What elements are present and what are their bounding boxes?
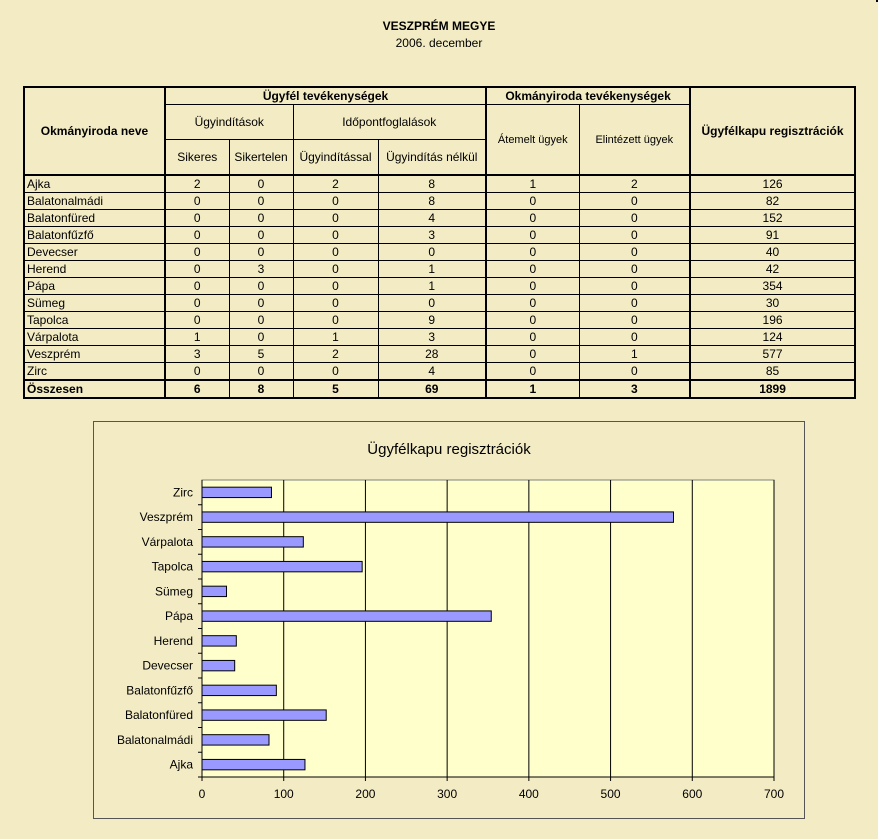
bar: [202, 537, 303, 547]
row-name: Zirc: [24, 363, 165, 381]
cell-successful: 0: [165, 193, 229, 210]
table-row: [24, 278, 855, 295]
chart-container: [93, 421, 805, 819]
cell-successful: 0: [165, 312, 229, 329]
cell-unsuccessful: 0: [229, 175, 293, 193]
bar: [202, 561, 362, 571]
table-row: [24, 363, 855, 381]
header-successful: Sikeres: [165, 140, 229, 176]
bar: [202, 710, 326, 720]
table-row: [24, 244, 855, 261]
cell-without-case-start: 4: [378, 363, 486, 381]
cell-without-case-start: 3: [378, 227, 486, 244]
total-row: [24, 380, 855, 398]
cell-unsuccessful: 0: [229, 193, 293, 210]
row-name: Veszprém: [24, 346, 165, 363]
cell-registrations: 91: [690, 227, 855, 244]
row-name: Várpalota: [24, 329, 165, 346]
page-title: VESZPRÉM MEGYE: [382, 19, 496, 33]
cell-with-case-start: 0: [293, 278, 378, 295]
y-tick-label: Pápa: [164, 609, 193, 624]
cell-completed: 2: [579, 175, 690, 193]
cell-transferred: 0: [486, 329, 579, 346]
cell-with-case-start: 2: [293, 175, 378, 193]
x-tick-label: 400: [518, 787, 539, 801]
cell-registrations: 82: [690, 193, 855, 210]
row-name: Tapolca: [24, 312, 165, 329]
cell-successful: 0: [165, 363, 229, 381]
cell-with-case-start: 0: [293, 210, 378, 227]
header-office-name: Okmányiroda neve: [24, 87, 165, 175]
cell-completed: 1: [579, 346, 690, 363]
total-label: Összesen: [24, 380, 165, 398]
y-tick-label: Tapolca: [151, 559, 193, 574]
table-row: [24, 295, 855, 312]
table-row: [24, 227, 855, 244]
cell-registrations: 42: [690, 261, 855, 278]
bar: [202, 735, 269, 745]
bar: [202, 611, 491, 621]
cell-without-case-start: 3: [378, 329, 486, 346]
cell-successful: 0: [165, 210, 229, 227]
cell-registrations: 577: [690, 346, 855, 363]
cell-with-case-start: 0: [293, 312, 378, 329]
cell-transferred: 0: [486, 210, 579, 227]
y-tick-label: Sümeg: [154, 584, 193, 599]
cell-registrations: 40: [690, 244, 855, 261]
cell-with-case-start: 0: [293, 261, 378, 278]
total-completed: 3: [579, 380, 690, 398]
cell-with-case-start: 0: [293, 295, 378, 312]
y-tick-label: Zirc: [173, 485, 193, 500]
y-tick-label: Balatonfüred: [124, 708, 193, 723]
cell-registrations: 152: [690, 210, 855, 227]
cell-with-case-start: 2: [293, 346, 378, 363]
cell-without-case-start: 4: [378, 210, 486, 227]
cell-without-case-start: 28: [378, 346, 486, 363]
total-successful: 6: [165, 380, 229, 398]
table-row: [24, 312, 855, 329]
bar: [202, 586, 227, 596]
cell-completed: 0: [579, 210, 690, 227]
cell-unsuccessful: 0: [229, 312, 293, 329]
header-with-case-start: Ügyindítással: [293, 140, 378, 176]
cell-registrations: 85: [690, 363, 855, 381]
cell-successful: 1: [165, 329, 229, 346]
header-group-office-activities: Okmányiroda tevékenységek: [486, 87, 690, 105]
row-name: Pápa: [24, 278, 165, 295]
cell-transferred: 0: [486, 261, 579, 278]
x-tick-label: 100: [273, 787, 294, 801]
bar-chart: [94, 422, 804, 818]
table-row: [24, 346, 855, 363]
row-name: Balatonalmádi: [24, 193, 165, 210]
row-name: Sümeg: [24, 295, 165, 312]
cell-without-case-start: 0: [378, 295, 486, 312]
cell-registrations: 196: [690, 312, 855, 329]
cell-transferred: 0: [486, 244, 579, 261]
table-row: [24, 329, 855, 346]
cell-with-case-start: 1: [293, 329, 378, 346]
y-tick-label: Várpalota: [141, 534, 193, 549]
cell-successful: 0: [165, 261, 229, 278]
cell-without-case-start: 8: [378, 193, 486, 210]
cell-transferred: 0: [486, 295, 579, 312]
cell-without-case-start: 9: [378, 312, 486, 329]
cell-transferred: 1: [486, 175, 579, 193]
x-tick-label: 300: [437, 787, 458, 801]
cell-unsuccessful: 0: [229, 227, 293, 244]
row-name: Devecser: [24, 244, 165, 261]
cell-completed: 0: [579, 295, 690, 312]
total-unsuccessful: 8: [229, 380, 293, 398]
cell-successful: 3: [165, 346, 229, 363]
table-row: [24, 193, 855, 210]
cell-unsuccessful: 0: [229, 278, 293, 295]
cell-successful: 2: [165, 175, 229, 193]
x-tick-label: 500: [600, 787, 621, 801]
statistics-table: [23, 86, 856, 399]
plot-area: [202, 480, 774, 777]
y-tick-label: Devecser: [142, 658, 193, 673]
cell-without-case-start: 1: [378, 278, 486, 295]
cell-transferred: 0: [486, 278, 579, 295]
cell-registrations: 124: [690, 329, 855, 346]
bar: [202, 636, 236, 646]
header-appointments: Időpontfoglalások: [293, 105, 486, 140]
cell-completed: 0: [579, 363, 690, 381]
cell-unsuccessful: 0: [229, 295, 293, 312]
row-name: Herend: [24, 261, 165, 278]
y-tick-label: Balatonalmádi: [116, 732, 193, 747]
cell-without-case-start: 0: [378, 244, 486, 261]
cell-registrations: 126: [690, 175, 855, 193]
total-transferred: 1: [486, 380, 579, 398]
cell-successful: 0: [165, 244, 229, 261]
cell-completed: 0: [579, 312, 690, 329]
table-row: [24, 210, 855, 227]
cell-transferred: 0: [486, 193, 579, 210]
row-name: Balatonfűzfő: [24, 227, 165, 244]
bar: [202, 660, 235, 670]
cell-transferred: 0: [486, 312, 579, 329]
cell-without-case-start: 8: [378, 175, 486, 193]
cell-without-case-start: 1: [378, 261, 486, 278]
total-without-case-start: 69: [378, 380, 486, 398]
y-tick-label: Ajka: [169, 757, 193, 772]
header-group-client-activities: Ügyfél tevékenységek: [165, 87, 486, 105]
cell-with-case-start: 0: [293, 227, 378, 244]
cell-completed: 0: [579, 244, 690, 261]
cell-completed: 0: [579, 227, 690, 244]
cell-transferred: 0: [486, 346, 579, 363]
header-without-case-start: Ügyindítás nélkül: [378, 140, 486, 176]
cell-completed: 0: [579, 193, 690, 210]
chart-title: Ügyfélkapu regisztrációk: [367, 441, 531, 458]
cell-successful: 0: [165, 227, 229, 244]
cell-unsuccessful: 0: [229, 244, 293, 261]
y-tick-label: Herend: [153, 633, 193, 648]
cell-successful: 0: [165, 278, 229, 295]
header-registrations: Ügyfélkapu regisztrációk: [690, 87, 855, 175]
cell-successful: 0: [165, 295, 229, 312]
cell-with-case-start: 0: [293, 193, 378, 210]
row-name: Ajka: [24, 175, 165, 193]
cell-registrations: 30: [690, 295, 855, 312]
header-unsuccessful: Sikertelen: [229, 140, 293, 176]
cell-unsuccessful: 0: [229, 363, 293, 381]
cell-with-case-start: 0: [293, 363, 378, 381]
bar: [202, 487, 271, 497]
y-tick-label: Veszprém: [139, 510, 193, 525]
table-row: [24, 175, 855, 193]
header-completed-cases: Elintézett ügyek: [579, 105, 690, 176]
bar: [202, 512, 673, 522]
cell-unsuccessful: 3: [229, 261, 293, 278]
y-tick-label: Balatonfűzfő: [126, 683, 193, 698]
cell-completed: 0: [579, 278, 690, 295]
table-row: [24, 261, 855, 278]
bar: [202, 685, 276, 695]
cell-completed: 0: [579, 329, 690, 346]
cell-with-case-start: 0: [293, 244, 378, 261]
cell-unsuccessful: 0: [229, 210, 293, 227]
cell-transferred: 0: [486, 227, 579, 244]
header-transferred-cases: Átemelt ügyek: [486, 105, 579, 176]
x-tick-label: 0: [198, 787, 206, 801]
page-subtitle: 2006. december: [395, 36, 483, 50]
bar: [202, 759, 305, 769]
total-registrations: 1899: [690, 380, 855, 398]
x-tick-label: 700: [763, 787, 785, 801]
total-with-case-start: 5: [293, 380, 378, 398]
header-case-starts: Ügyindítások: [165, 105, 293, 140]
cell-unsuccessful: 5: [229, 346, 293, 363]
cell-unsuccessful: 0: [229, 329, 293, 346]
cell-registrations: 354: [690, 278, 855, 295]
x-tick-label: 200: [355, 787, 376, 801]
x-tick-label: 600: [682, 787, 703, 801]
cell-transferred: 0: [486, 363, 579, 381]
row-name: Balatonfüred: [24, 210, 165, 227]
cell-completed: 0: [579, 261, 690, 278]
